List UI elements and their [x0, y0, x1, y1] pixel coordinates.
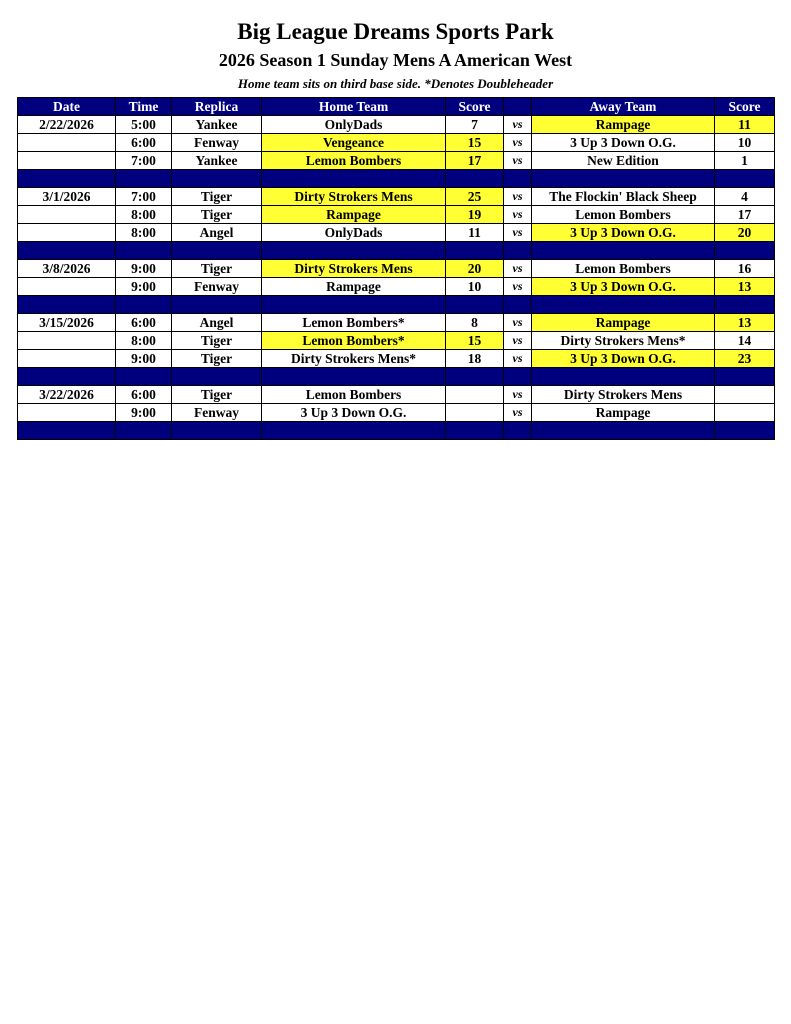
home-team-cell: Lemon Bombers	[262, 386, 446, 404]
home-team-cell: OnlyDads	[262, 116, 446, 134]
home-score-cell: 11	[446, 224, 504, 242]
separator-cell	[532, 296, 715, 314]
schedule-table	[17, 97, 775, 440]
separator-cell	[116, 170, 172, 188]
home-team-cell: Dirty Strokers Mens	[262, 260, 446, 278]
time-cell: 9:00	[116, 260, 172, 278]
time-cell: 6:00	[116, 134, 172, 152]
date-cell	[18, 332, 116, 350]
table-row	[18, 260, 775, 278]
away-score-cell: 23	[715, 350, 775, 368]
date-cell: 3/8/2026	[18, 260, 116, 278]
separator-cell	[446, 170, 504, 188]
vs-cell: vs	[504, 404, 532, 422]
separator-cell	[446, 368, 504, 386]
separator-cell	[504, 368, 532, 386]
vs-cell: vs	[504, 314, 532, 332]
date-cell	[18, 224, 116, 242]
separator-cell	[262, 242, 446, 260]
away-score-cell: 11	[715, 116, 775, 134]
away-team-cell: 3 Up 3 Down O.G.	[532, 350, 715, 368]
time-cell: 5:00	[116, 116, 172, 134]
table-row	[18, 350, 775, 368]
replica-cell: Tiger	[172, 350, 262, 368]
replica-cell: Angel	[172, 314, 262, 332]
separator-cell	[715, 170, 775, 188]
col-header-vs	[504, 98, 532, 116]
vs-cell: vs	[504, 134, 532, 152]
replica-cell: Tiger	[172, 332, 262, 350]
replica-cell: Angel	[172, 224, 262, 242]
separator-cell	[715, 422, 775, 440]
separator-cell	[715, 368, 775, 386]
home-score-cell: 19	[446, 206, 504, 224]
separator-cell	[262, 368, 446, 386]
home-team-cell: Rampage	[262, 206, 446, 224]
date-cell	[18, 404, 116, 422]
time-cell: 8:00	[116, 206, 172, 224]
separator-cell	[504, 422, 532, 440]
vs-cell: vs	[504, 152, 532, 170]
date-cell	[18, 134, 116, 152]
away-team-cell: 3 Up 3 Down O.G.	[532, 278, 715, 296]
away-score-cell: 13	[715, 314, 775, 332]
table-row	[18, 404, 775, 422]
date-cell: 3/22/2026	[18, 386, 116, 404]
home-score-cell	[446, 404, 504, 422]
table-row	[18, 116, 775, 134]
vs-cell: vs	[504, 350, 532, 368]
replica-cell: Fenway	[172, 278, 262, 296]
home-team-cell: Lemon Bombers*	[262, 332, 446, 350]
separator-cell	[532, 422, 715, 440]
table-row	[18, 278, 775, 296]
date-cell	[18, 350, 116, 368]
separator-cell	[172, 242, 262, 260]
time-cell: 8:00	[116, 332, 172, 350]
home-score-cell: 10	[446, 278, 504, 296]
time-cell: 6:00	[116, 314, 172, 332]
week-separator-row	[18, 422, 775, 440]
date-cell: 3/15/2026	[18, 314, 116, 332]
time-cell: 9:00	[116, 278, 172, 296]
vs-cell: vs	[504, 206, 532, 224]
home-team-cell: 3 Up 3 Down O.G.	[262, 404, 446, 422]
home-score-cell: 15	[446, 332, 504, 350]
away-team-cell: The Flockin' Black Sheep	[532, 188, 715, 206]
vs-cell: vs	[504, 224, 532, 242]
schedule-note: Home team sits on third base side. *Denotes Doubleheader	[237, 76, 554, 91]
separator-cell	[446, 422, 504, 440]
vs-cell: vs	[504, 332, 532, 350]
home-team-cell: Dirty Strokers Mens	[262, 188, 446, 206]
away-team-cell: 3 Up 3 Down O.G.	[532, 224, 715, 242]
vs-cell: vs	[504, 386, 532, 404]
separator-cell	[715, 242, 775, 260]
separator-cell	[262, 170, 446, 188]
table-row	[18, 188, 775, 206]
table-row	[18, 134, 775, 152]
week-separator-row	[18, 242, 775, 260]
separator-cell	[504, 170, 532, 188]
separator-cell	[532, 170, 715, 188]
col-header-away-team: Away Team	[532, 98, 715, 116]
vs-cell: vs	[504, 188, 532, 206]
col-header-replica: Replica	[172, 98, 262, 116]
separator-cell	[262, 422, 446, 440]
home-team-cell: Lemon Bombers	[262, 152, 446, 170]
time-cell: 8:00	[116, 224, 172, 242]
table-row	[18, 224, 775, 242]
home-score-cell: 18	[446, 350, 504, 368]
separator-cell	[116, 296, 172, 314]
replica-cell: Fenway	[172, 134, 262, 152]
vs-cell: vs	[504, 260, 532, 278]
away-score-cell: 20	[715, 224, 775, 242]
separator-cell	[715, 296, 775, 314]
separator-cell	[18, 170, 116, 188]
away-score-cell: 4	[715, 188, 775, 206]
table-row	[18, 314, 775, 332]
away-team-cell: 3 Up 3 Down O.G.	[532, 134, 715, 152]
home-team-cell: Dirty Strokers Mens*	[262, 350, 446, 368]
replica-cell: Tiger	[172, 206, 262, 224]
separator-cell	[446, 296, 504, 314]
date-cell: 2/22/2026	[18, 116, 116, 134]
home-team-cell: Lemon Bombers*	[262, 314, 446, 332]
home-score-cell: 7	[446, 116, 504, 134]
time-cell: 9:00	[116, 350, 172, 368]
separator-cell	[172, 368, 262, 386]
away-team-cell: Lemon Bombers	[532, 206, 715, 224]
away-score-cell: 14	[715, 332, 775, 350]
away-team-cell: Rampage	[532, 404, 715, 422]
away-score-cell: 17	[715, 206, 775, 224]
home-score-cell: 25	[446, 188, 504, 206]
separator-cell	[18, 422, 116, 440]
vs-cell: vs	[504, 116, 532, 134]
date-cell: 3/1/2026	[18, 188, 116, 206]
home-score-cell: 17	[446, 152, 504, 170]
col-header-date: Date	[18, 98, 116, 116]
home-score-cell	[446, 386, 504, 404]
separator-cell	[116, 242, 172, 260]
separator-cell	[532, 368, 715, 386]
replica-cell: Tiger	[172, 260, 262, 278]
schedule-body	[18, 116, 775, 440]
time-cell: 9:00	[116, 404, 172, 422]
table-row	[18, 386, 775, 404]
away-team-cell: New Edition	[532, 152, 715, 170]
col-header-away-score: Score	[715, 98, 775, 116]
page-title: Big League Dreams Sports Park	[237, 19, 554, 44]
separator-cell	[446, 242, 504, 260]
week-separator-row	[18, 296, 775, 314]
home-score-cell: 15	[446, 134, 504, 152]
separator-cell	[504, 296, 532, 314]
separator-cell	[172, 296, 262, 314]
separator-cell	[532, 242, 715, 260]
separator-cell	[262, 296, 446, 314]
col-header-time: Time	[116, 98, 172, 116]
replica-cell: Fenway	[172, 404, 262, 422]
replica-cell: Tiger	[172, 188, 262, 206]
table-header-row	[18, 98, 775, 116]
date-cell	[18, 206, 116, 224]
table-row	[18, 152, 775, 170]
time-cell: 7:00	[116, 152, 172, 170]
date-cell	[18, 152, 116, 170]
week-separator-row	[18, 368, 775, 386]
table-row	[18, 206, 775, 224]
separator-cell	[18, 368, 116, 386]
away-team-cell: Dirty Strokers Mens*	[532, 332, 715, 350]
away-score-cell	[715, 386, 775, 404]
home-score-cell: 8	[446, 314, 504, 332]
separator-cell	[116, 422, 172, 440]
replica-cell: Yankee	[172, 116, 262, 134]
home-team-cell: Rampage	[262, 278, 446, 296]
replica-cell: Tiger	[172, 386, 262, 404]
vs-cell: vs	[504, 278, 532, 296]
col-header-home-score: Score	[446, 98, 504, 116]
away-score-cell: 1	[715, 152, 775, 170]
page-subtitle: 2026 Season 1 Sunday Mens A American West	[218, 50, 573, 70]
away-team-cell: Rampage	[532, 314, 715, 332]
home-team-cell: Vengeance	[262, 134, 446, 152]
separator-cell	[172, 422, 262, 440]
table-row	[18, 332, 775, 350]
home-score-cell: 20	[446, 260, 504, 278]
away-score-cell: 13	[715, 278, 775, 296]
date-cell	[18, 278, 116, 296]
separator-cell	[18, 296, 116, 314]
week-separator-row	[18, 170, 775, 188]
away-team-cell: Dirty Strokers Mens	[532, 386, 715, 404]
separator-cell	[116, 368, 172, 386]
home-team-cell: OnlyDads	[262, 224, 446, 242]
separator-cell	[504, 242, 532, 260]
separator-cell	[172, 170, 262, 188]
away-team-cell: Rampage	[532, 116, 715, 134]
away-team-cell: Lemon Bombers	[532, 260, 715, 278]
separator-cell	[18, 242, 116, 260]
col-header-home-team: Home Team	[262, 98, 446, 116]
replica-cell: Yankee	[172, 152, 262, 170]
away-score-cell: 16	[715, 260, 775, 278]
away-score-cell: 10	[715, 134, 775, 152]
time-cell: 6:00	[116, 386, 172, 404]
time-cell: 7:00	[116, 188, 172, 206]
away-score-cell	[715, 404, 775, 422]
